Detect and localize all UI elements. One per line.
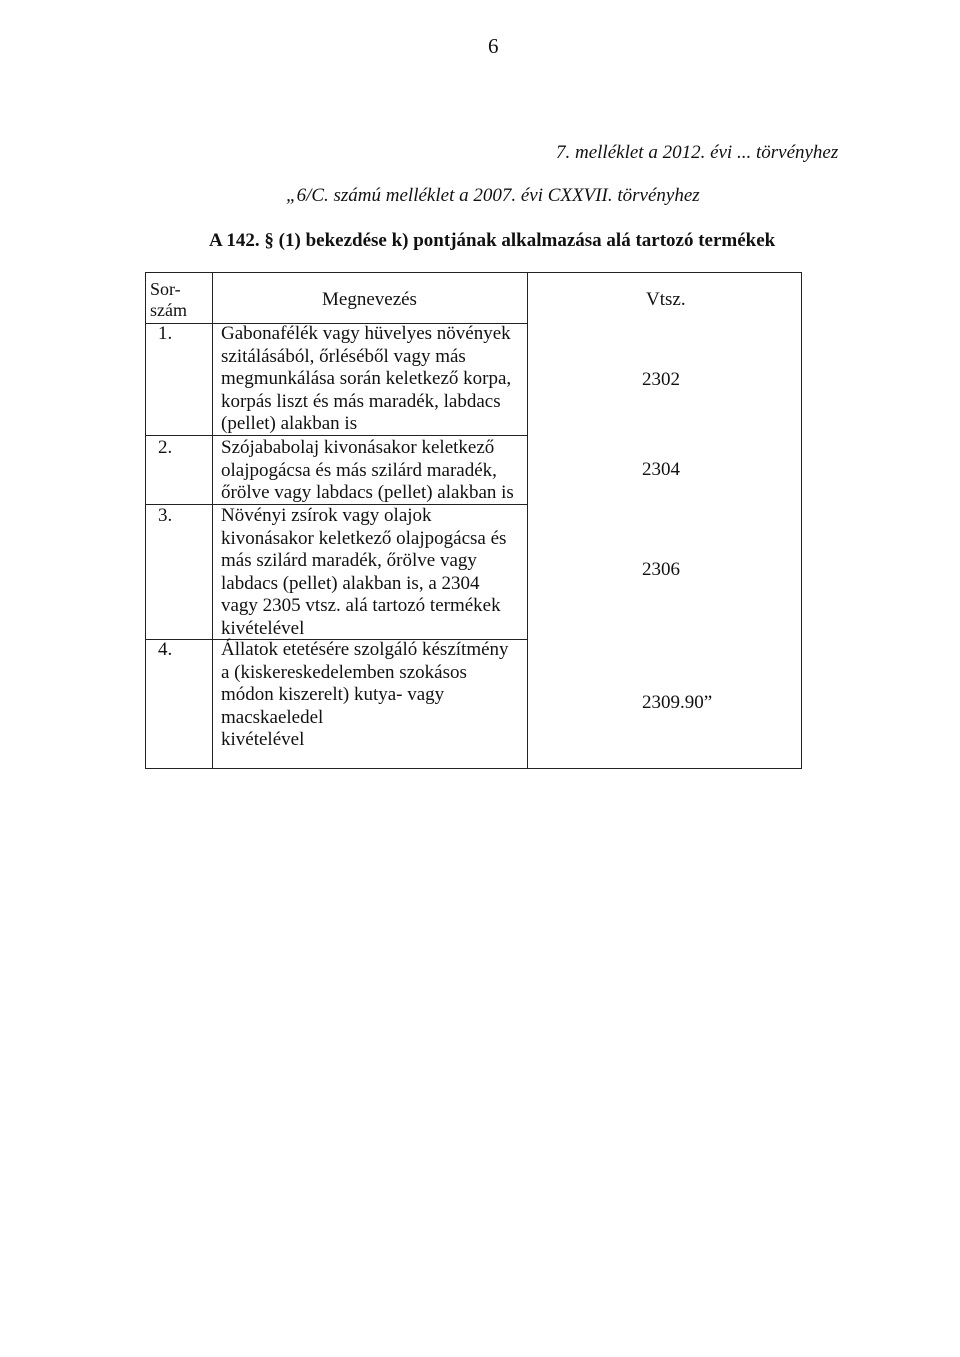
- row-number: 2.: [158, 437, 173, 458]
- products-table: [145, 272, 802, 769]
- row-name: [221, 505, 521, 640]
- header-number: [150, 279, 187, 321]
- row-name: [221, 639, 521, 752]
- header-number-line: Sor-: [150, 279, 181, 299]
- row-name: [221, 437, 521, 505]
- row-number: 3.: [158, 505, 173, 526]
- row-code: 2309.90”: [642, 692, 713, 713]
- row-code: 2302: [642, 369, 680, 390]
- row-name-line: szitálásából, őrléséből vagy más: [221, 345, 466, 367]
- annex-reference: 7. melléklet a 2012. évi ... törvényhez: [556, 142, 839, 163]
- row-number: 1.: [158, 323, 173, 344]
- page-number: 6: [488, 34, 499, 58]
- row-name-line: a (kiskereskedelemben szokásos: [221, 661, 467, 683]
- row-name-line: módon kiszerelt) kutya- vagy: [221, 684, 445, 705]
- row-name-line: kivételével: [221, 729, 305, 750]
- row-number: 4.: [158, 639, 173, 660]
- annex-subreference: „6/C. számú melléklet a 2007. évi CXXVII. törvényhez: [286, 185, 700, 206]
- row-name: [221, 323, 521, 436]
- column-divider: [212, 273, 213, 768]
- row-name-line: vagy 2305 vtsz. alá tartozó termékek: [221, 595, 501, 616]
- row-name-line: Növényi zsírok vagy olajok: [221, 505, 432, 526]
- row-name-line: Állatok etetésére szolgáló készítmény: [221, 639, 509, 660]
- row-code: 2304: [642, 459, 680, 480]
- header-code: Vtsz.: [646, 289, 686, 310]
- row-name-line: más szilárd maradék, őrölve vagy: [221, 550, 477, 571]
- row-code: 2306: [642, 559, 680, 580]
- row-name-line: őrölve vagy labdacs (pellet) alakban is: [221, 482, 514, 503]
- column-divider: [527, 273, 528, 768]
- row-name-line: korpás liszt és más maradék, labdacs: [221, 390, 501, 412]
- row-name-line: labdacs (pellet) alakban is, a 2304: [221, 572, 480, 594]
- header-name: Megnevezés: [322, 289, 417, 310]
- row-name-line: Gabonafélék vagy hüvelyes növények: [221, 323, 511, 344]
- row-name-line: Szójababolaj kivonásakor keletkező: [221, 437, 495, 458]
- header-number-line: szám: [150, 300, 187, 320]
- row-name-line: olajpogácsa és más szilárd maradék,: [221, 459, 497, 481]
- row-name-line: kivételével: [221, 617, 305, 639]
- row-name-line: (pellet) alakban is: [221, 413, 358, 434]
- section-title: A 142. § (1) bekezdése k) pontjának alkalmazása alá tartozó termékek: [209, 230, 776, 251]
- row-name-line: megmunkálása során keletkező korpa,: [221, 368, 512, 389]
- row-name-line: kivonásakor keletkező olajpogácsa és: [221, 527, 507, 549]
- row-name-line: macskaeledel: [221, 706, 324, 728]
